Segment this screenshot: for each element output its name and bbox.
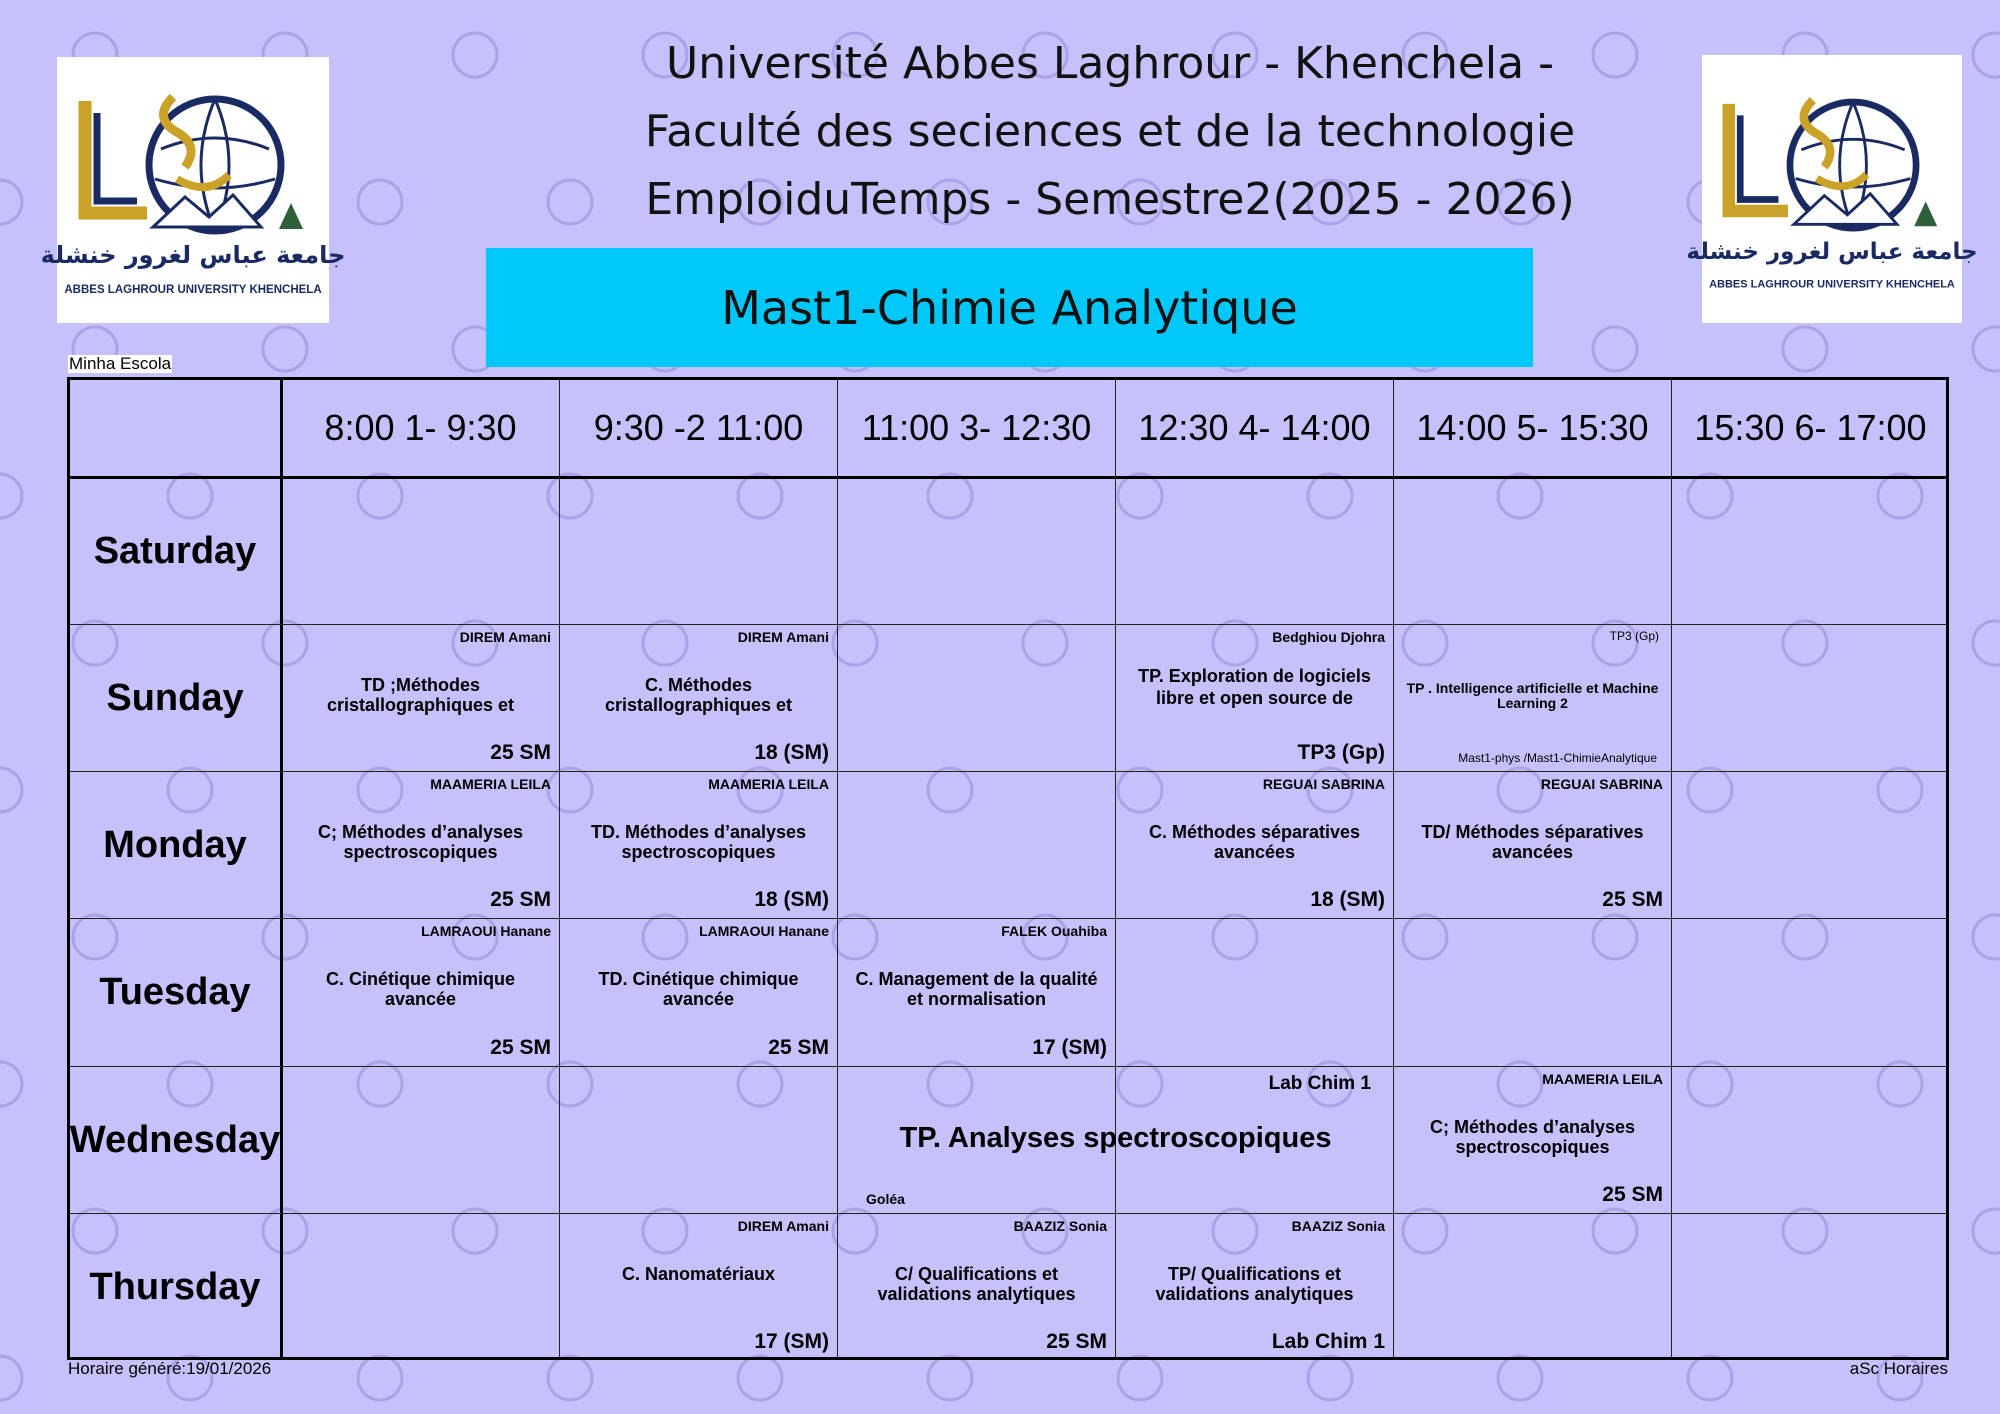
group-name: TP3 (Gp) <box>1609 629 1659 643</box>
pattern-circle <box>0 1356 22 1400</box>
teacher-name: DIREM Amani <box>459 629 551 645</box>
subject-name: TP/ Qualifications et validations analytiques <box>1155 1264 1354 1304</box>
room-name: Lab Chim 1 <box>1268 1073 1371 1094</box>
logo-arabic-text: جامعة عباس لغرور خنشلة <box>1686 238 1978 265</box>
pattern-circle <box>1973 915 2000 959</box>
faculty-name: Faculté des seciences et de la technologie <box>644 106 1576 157</box>
school-label: Minha Escola <box>69 354 172 373</box>
teacher-name: REGUAI SABRINA <box>1262 776 1385 792</box>
lesson-card-sunday-p5[interactable] <box>1394 625 1671 771</box>
teacher-name: FALEK Ouahiba <box>1001 923 1107 939</box>
day-label-wednesday: Wednesday <box>69 1118 281 1161</box>
period-header-5: 14:00 5- 15:30 <box>1416 407 1649 448</box>
teacher-name: MAAMERIA LEILA <box>1542 1071 1663 1087</box>
day-label-thursday: Thursday <box>89 1265 261 1308</box>
lesson-card-monday-p2[interactable] <box>560 772 837 918</box>
room-name: 18 (SM) <box>754 741 829 764</box>
pattern-circle <box>1688 1356 1732 1400</box>
teacher-name: BAAZIZ Sonia <box>1291 1218 1385 1234</box>
class-name-banner <box>486 248 1533 367</box>
subject-name: C. Méthodes séparatives avancées <box>1148 822 1361 862</box>
subject-name: TP . Intelligence artificielle et Machine Learning 2 <box>1406 680 1659 711</box>
lesson-card-thursday-p4[interactable] <box>1116 1214 1393 1360</box>
room-name: 25 SM <box>490 1036 551 1059</box>
teacher-name: MAAMERIA LEILA <box>430 776 551 792</box>
lesson-card-sunday-p4[interactable] <box>1116 625 1393 771</box>
room-name: 18 (SM) <box>754 888 829 911</box>
class-list: Mast1-phys /Mast1-ChimieAnalytique <box>1458 751 1657 765</box>
pattern-circle <box>1973 33 2000 77</box>
lesson-card-monday-p1[interactable] <box>282 772 559 918</box>
room-name: 25 SM <box>490 741 551 764</box>
pattern-circle <box>1973 621 2000 665</box>
university-logo-right <box>1686 55 1978 323</box>
pattern-circle <box>928 1356 972 1400</box>
lesson-card-monday-p5[interactable] <box>1394 772 1671 918</box>
subject-name: TD. Méthodes d’analyses spectroscopiques <box>590 822 807 862</box>
university-name: Université Abbes Laghrour - Khenchela - <box>666 38 1554 89</box>
lesson-card-sunday-p1[interactable] <box>282 625 559 771</box>
pattern-circle <box>0 180 22 224</box>
pattern-circle <box>263 327 307 371</box>
teacher-name: LAMRAOUI Hanane <box>699 923 829 939</box>
lesson-card-monday-p4[interactable] <box>1116 772 1393 918</box>
subject-name: C. Nanomatériaux <box>621 1264 776 1284</box>
pattern-circle <box>1308 1356 1352 1400</box>
logo-english-text: ABBES LAGHROUR UNIVERSITY KHENCHELA <box>1709 278 1955 291</box>
teacher-name: BAAZIZ Sonia <box>1013 1218 1107 1234</box>
period-header-4: 12:30 4- 14:00 <box>1138 407 1371 448</box>
pattern-circle <box>453 33 497 77</box>
grid-line <box>1671 380 1672 1357</box>
pattern-circle <box>1118 1356 1162 1400</box>
teacher-name: DIREM Amani <box>737 1218 829 1234</box>
lesson-card-tuesday-p1[interactable] <box>282 919 559 1066</box>
subject-name: C; Méthodes d’analyses spectroscopiques <box>1429 1117 1636 1157</box>
subject-name: C; Méthodes d’analyses spectroscopiques <box>317 822 524 862</box>
generated-date: Horaire généré:19/01/2026 <box>68 1359 272 1378</box>
software-credit: aSc Horaires <box>1849 1359 1948 1378</box>
pattern-circle <box>0 768 22 812</box>
pattern-circle <box>1973 1209 2000 1253</box>
day-label-monday: Monday <box>103 823 247 866</box>
teacher-name: Bedghiou Djohra <box>1272 629 1385 645</box>
timetable-grid <box>67 377 1949 1360</box>
teacher-name: LAMRAOUI Hanane <box>421 923 551 939</box>
room-name: 25 SM <box>1046 1330 1107 1353</box>
lesson-card-thursday-p3[interactable] <box>838 1214 1115 1360</box>
day-label-sunday: Sunday <box>106 676 244 719</box>
site-name: Goléa <box>866 1191 905 1207</box>
subject-name: TD. Cinétique chimique avancée <box>598 969 799 1009</box>
pattern-circle <box>738 1356 782 1400</box>
room-name: 17 (SM) <box>754 1330 829 1353</box>
subject-name: C. Management de la qualité et normalisation <box>855 969 1098 1009</box>
logo-arabic-text: جامعة عباس لغرور خنشلة <box>40 241 346 269</box>
pattern-circle <box>1593 327 1637 371</box>
schedule-title: EmploiduTemps - Semestre2(2025 - 2026) <box>645 174 1575 225</box>
pattern-circle <box>1973 327 2000 371</box>
teacher-name: MAAMERIA LEILA <box>708 776 829 792</box>
lesson-card-wednesday-p5[interactable] <box>1394 1067 1671 1213</box>
lesson-card-sunday-p2[interactable] <box>560 625 837 771</box>
room-name: 25 SM <box>1602 888 1663 911</box>
lesson-card-wednesday-p3-p4[interactable] <box>838 1067 1393 1213</box>
lesson-card-tuesday-p2[interactable] <box>560 919 837 1066</box>
pattern-circle <box>358 1356 402 1400</box>
room-name: 17 (SM) <box>1032 1036 1107 1059</box>
room-name: 18 (SM) <box>1310 888 1385 911</box>
room-name: Lab Chim 1 <box>1271 1330 1385 1353</box>
period-header-1: 8:00 1- 9:30 <box>324 407 517 448</box>
teacher-name: REGUAI SABRINA <box>1540 776 1663 792</box>
lesson-card-thursday-p2[interactable] <box>560 1214 837 1360</box>
room-name: 25 SM <box>490 888 551 911</box>
subject-name: C/ Qualifications et validations analytiques <box>877 1264 1076 1304</box>
teacher-name: DIREM Amani <box>737 629 829 645</box>
schedule-header <box>560 30 1660 234</box>
university-logo-left <box>40 57 346 323</box>
subject-name: C. Méthodes cristallographiques et <box>604 675 793 715</box>
pattern-circle <box>1498 1356 1542 1400</box>
subject-name: TP. Exploration de logiciels libre et open source de <box>1138 666 1371 708</box>
subject-name: TP. Analyses spectroscopiques <box>899 1122 1332 1154</box>
class-name: Mast1-Chimie Analytique <box>721 280 1298 335</box>
period-header-6: 15:30 6- 17:00 <box>1694 407 1927 448</box>
grid-line <box>70 476 1946 479</box>
pattern-circle <box>0 1062 22 1106</box>
subject-name: TD ;Méthodes cristallographiques et <box>326 675 515 715</box>
pattern-circle <box>0 474 22 518</box>
lesson-card-tuesday-p3[interactable] <box>838 919 1115 1066</box>
logo-english-text: ABBES LAGHROUR UNIVERSITY KHENCHELA <box>64 284 322 296</box>
pattern-circle <box>1783 327 1827 371</box>
room-name: TP3 (Gp) <box>1297 741 1385 764</box>
subject-name: C. Cinétique chimique avancée <box>325 969 516 1009</box>
subject-name: TD/ Méthodes séparatives avancées <box>1421 822 1644 862</box>
room-name: 25 SM <box>1602 1183 1663 1206</box>
day-label-tuesday: Tuesday <box>99 971 251 1013</box>
day-label-saturday: Saturday <box>93 530 257 572</box>
period-header-2: 9:30 -2 11:00 <box>593 407 804 448</box>
period-header-3: 11:00 3- 12:30 <box>861 407 1092 448</box>
room-name: 25 SM <box>768 1036 829 1059</box>
pattern-circle <box>358 180 402 224</box>
pattern-circle <box>548 1356 592 1400</box>
